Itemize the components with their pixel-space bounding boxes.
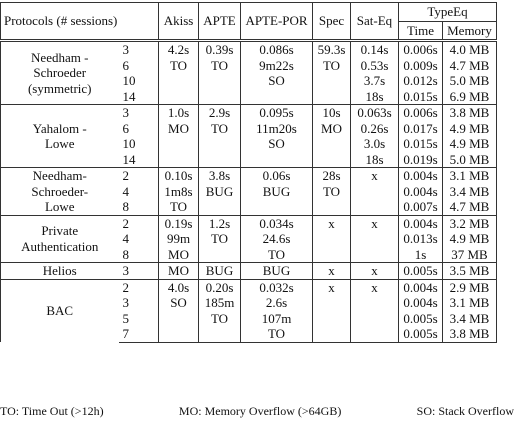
sessions-cell: 2 xyxy=(119,279,159,295)
apte-por-cell: 0.032s xyxy=(241,279,313,295)
spec-cell: 28s xyxy=(313,168,351,184)
protocol-name-line: Lowe xyxy=(44,199,75,214)
apte-por-cell: SO xyxy=(241,136,313,152)
sessions-cell: 6 xyxy=(119,121,159,137)
protocol-name xyxy=(1,41,119,105)
spec-cell: 10s xyxy=(313,105,351,121)
sessions-cell: 5 xyxy=(119,311,159,327)
time-cell: 0.004s xyxy=(399,168,443,184)
sessions-cell: 3 xyxy=(119,295,159,311)
time-cell: 1s xyxy=(399,247,443,263)
time-cell: 0.004s xyxy=(399,279,443,295)
apte-cell: BUG xyxy=(199,263,241,280)
apte-por-cell: 11m20s xyxy=(241,121,313,137)
apte-por-cell: TO xyxy=(241,247,313,263)
legend xyxy=(0,404,514,419)
akiss-cell: 1m8s xyxy=(159,184,199,200)
memory-cell: 4.9 MB xyxy=(443,136,497,152)
akiss-cell xyxy=(159,326,199,342)
spec-cell xyxy=(313,295,351,311)
memory-cell: 3.8 MB xyxy=(443,326,497,342)
header-spec: Spec xyxy=(313,3,351,41)
sateq-cell: 0.26s xyxy=(351,121,399,137)
memory-cell: 5.0 MB xyxy=(443,73,497,89)
apte-por-cell xyxy=(241,89,313,105)
akiss-cell: 4.0s xyxy=(159,279,199,295)
sessions-cell: 14 xyxy=(119,152,159,168)
sateq-cell xyxy=(351,231,399,247)
sateq-cell xyxy=(351,326,399,342)
spec-cell xyxy=(313,326,351,342)
sateq-cell: 18s xyxy=(351,152,399,168)
apte-por-cell: BUG xyxy=(241,263,313,280)
sateq-cell xyxy=(351,311,399,327)
akiss-cell: MO xyxy=(159,247,199,263)
protocol-name-line: (symmetric) xyxy=(27,80,92,96)
memory-cell: 4.7 MB xyxy=(443,58,497,74)
spec-cell: MO xyxy=(313,121,351,137)
table-row xyxy=(1,279,497,295)
time-cell: 0.005s xyxy=(399,326,443,342)
memory-cell: 37 MB xyxy=(443,247,497,263)
table-row xyxy=(1,263,497,280)
protocol-name xyxy=(1,279,119,342)
time-cell: 0.017s xyxy=(399,121,443,137)
sateq-cell: 0.14s xyxy=(351,41,399,58)
sateq-cell: x xyxy=(351,215,399,231)
sateq-cell xyxy=(351,184,399,200)
time-cell: 0.013s xyxy=(399,231,443,247)
protocol-name xyxy=(1,105,119,168)
akiss-cell: 4.2s xyxy=(159,41,199,58)
time-cell: 0.005s xyxy=(399,263,443,280)
legend-timeout: TO: Time Out (>12h) xyxy=(0,404,104,418)
akiss-cell xyxy=(159,89,199,105)
akiss-cell xyxy=(159,152,199,168)
time-cell: 0.015s xyxy=(399,89,443,105)
apte-por-cell: 0.095s xyxy=(241,105,313,121)
apte-cell: TO xyxy=(199,231,241,247)
header-sateq: Sat-Eq xyxy=(351,3,399,41)
protocol-name xyxy=(1,215,119,263)
spec-cell: x xyxy=(313,263,351,280)
akiss-cell: SO xyxy=(159,295,199,311)
akiss-cell: TO xyxy=(159,199,199,215)
protocol-name-line: Needham - xyxy=(31,49,89,65)
table-row xyxy=(1,168,497,184)
apte-por-cell: 2.6s xyxy=(241,295,313,311)
time-cell: 0.006s xyxy=(399,105,443,121)
table-row xyxy=(1,215,497,231)
sateq-cell xyxy=(351,295,399,311)
memory-cell: 4.7 MB xyxy=(443,199,497,215)
akiss-cell: 0.19s xyxy=(159,215,199,231)
apte-cell: TO xyxy=(199,311,241,327)
sateq-cell: 0.53s xyxy=(351,58,399,74)
header-protocols: Protocols (# sessions) xyxy=(1,3,159,41)
time-cell: 0.005s xyxy=(399,311,443,327)
protocol-name xyxy=(1,168,119,216)
sateq-cell: x xyxy=(351,279,399,295)
sessions-cell: 3 xyxy=(119,263,159,280)
apte-cell xyxy=(199,326,241,342)
apte-cell xyxy=(199,199,241,215)
spec-cell xyxy=(313,152,351,168)
memory-cell: 3.4 MB xyxy=(443,184,497,200)
legend-stack-overflow: SO: Stack Overflow xyxy=(416,404,514,418)
apte-cell: 3.8s xyxy=(199,168,241,184)
apte-por-cell xyxy=(241,199,313,215)
memory-cell: 4.9 MB xyxy=(443,121,497,137)
sessions-cell: 2 xyxy=(119,168,159,184)
time-cell: 0.007s xyxy=(399,199,443,215)
spec-cell: x xyxy=(313,279,351,295)
spec-cell: TO xyxy=(313,58,351,74)
akiss-cell: MO xyxy=(159,263,199,280)
spec-cell xyxy=(313,89,351,105)
sessions-cell: 10 xyxy=(119,73,159,89)
spec-cell: 59.3s xyxy=(313,41,351,58)
memory-cell: 6.9 MB xyxy=(443,89,497,105)
sessions-cell: 4 xyxy=(119,184,159,200)
sessions-cell: 7 xyxy=(119,326,159,342)
spec-cell: TO xyxy=(313,184,351,200)
apte-cell: BUG xyxy=(199,184,241,200)
sateq-cell: x xyxy=(351,168,399,184)
time-cell: 0.006s xyxy=(399,41,443,58)
akiss-cell xyxy=(159,73,199,89)
time-cell: 0.004s xyxy=(399,295,443,311)
benchmark-table xyxy=(0,2,497,343)
apte-por-cell: BUG xyxy=(241,184,313,200)
header-memory: Memory xyxy=(443,21,497,41)
legend-memory-overflow: MO: Memory Overflow (>64GB) xyxy=(178,404,342,418)
spec-cell xyxy=(313,73,351,89)
sessions-cell: 3 xyxy=(119,41,159,58)
sessions-cell: 10 xyxy=(119,136,159,152)
memory-cell: 2.9 MB xyxy=(443,279,497,295)
sateq-cell xyxy=(351,199,399,215)
apte-cell: 2.9s xyxy=(199,105,241,121)
protocol-name-line: Lowe xyxy=(44,136,75,151)
memory-cell: 5.0 MB xyxy=(443,152,497,168)
akiss-cell: TO xyxy=(159,58,199,74)
sateq-cell: 3.0s xyxy=(351,136,399,152)
protocol-name-line: Helios xyxy=(42,263,77,278)
apte-cell: TO xyxy=(199,58,241,74)
sateq-cell: x xyxy=(351,263,399,280)
sessions-cell: 14 xyxy=(119,89,159,105)
apte-por-cell: 0.034s xyxy=(241,215,313,231)
memory-cell: 3.1 MB xyxy=(443,168,497,184)
akiss-cell: 99m xyxy=(159,231,199,247)
apte-por-cell: 0.086s xyxy=(241,41,313,58)
protocol-name-line: Schroeder- xyxy=(31,183,89,199)
spec-cell xyxy=(313,247,351,263)
memory-cell: 3.5 MB xyxy=(443,263,497,280)
protocol-name-line: Needham- xyxy=(32,168,87,183)
header-typeeq: TypeEq xyxy=(399,3,497,22)
protocol-name-line: Authentication xyxy=(21,238,99,254)
spec-cell xyxy=(313,311,351,327)
header-apte-por: APTE-POR xyxy=(241,3,313,41)
time-cell: 0.004s xyxy=(399,184,443,200)
protocol-name-line: Private xyxy=(41,223,79,239)
apte-por-cell: TO xyxy=(241,326,313,342)
time-cell: 0.019s xyxy=(399,152,443,168)
apte-cell xyxy=(199,136,241,152)
akiss-cell xyxy=(159,311,199,327)
time-cell: 0.012s xyxy=(399,73,443,89)
apte-por-cell: SO xyxy=(241,73,313,89)
akiss-cell: 0.10s xyxy=(159,168,199,184)
akiss-cell: 1.0s xyxy=(159,105,199,121)
akiss-cell: MO xyxy=(159,121,199,137)
memory-cell: 3.4 MB xyxy=(443,311,497,327)
sateq-cell xyxy=(351,247,399,263)
apte-cell: TO xyxy=(199,121,241,137)
time-cell: 0.015s xyxy=(399,136,443,152)
sateq-cell: 18s xyxy=(351,89,399,105)
apte-cell: 0.20s xyxy=(199,279,241,295)
sessions-cell: 8 xyxy=(119,247,159,263)
table-row xyxy=(1,41,497,58)
table-row xyxy=(1,105,497,121)
apte-cell: 1.2s xyxy=(199,215,241,231)
memory-cell: 3.1 MB xyxy=(443,295,497,311)
apte-cell xyxy=(199,89,241,105)
apte-cell xyxy=(199,73,241,89)
sessions-cell: 6 xyxy=(119,58,159,74)
protocol-name-line: Yahalom - xyxy=(32,120,87,136)
spec-cell: x xyxy=(313,215,351,231)
sessions-cell: 4 xyxy=(119,231,159,247)
spec-cell xyxy=(313,231,351,247)
akiss-cell xyxy=(159,136,199,152)
spec-cell xyxy=(313,199,351,215)
table-body xyxy=(1,41,497,343)
protocol-name-line: Schroeder xyxy=(33,65,87,81)
apte-cell xyxy=(199,247,241,263)
header-time: Time xyxy=(399,21,443,41)
apte-cell: 185m xyxy=(199,295,241,311)
spec-cell xyxy=(313,136,351,152)
sessions-cell: 3 xyxy=(119,105,159,121)
sessions-cell: 8 xyxy=(119,199,159,215)
sateq-cell: 3.7s xyxy=(351,73,399,89)
memory-cell: 3.2 MB xyxy=(443,215,497,231)
apte-por-cell: 0.06s xyxy=(241,168,313,184)
header-akiss: Akiss xyxy=(159,3,199,41)
memory-cell: 3.8 MB xyxy=(443,105,497,121)
apte-cell xyxy=(199,152,241,168)
memory-cell: 4.0 MB xyxy=(443,41,497,58)
header-apte: APTE xyxy=(199,3,241,41)
protocol-name-line: BAC xyxy=(46,303,74,318)
memory-cell: 4.9 MB xyxy=(443,231,497,247)
sessions-cell: 2 xyxy=(119,215,159,231)
apte-por-cell: 9m22s xyxy=(241,58,313,74)
sateq-cell: 0.063s xyxy=(351,105,399,121)
time-cell: 0.009s xyxy=(399,58,443,74)
apte-por-cell: 107m xyxy=(241,311,313,327)
apte-por-cell xyxy=(241,152,313,168)
apte-por-cell: 24.6s xyxy=(241,231,313,247)
protocol-name xyxy=(1,263,119,280)
apte-cell: 0.39s xyxy=(199,41,241,58)
time-cell: 0.004s xyxy=(399,215,443,231)
